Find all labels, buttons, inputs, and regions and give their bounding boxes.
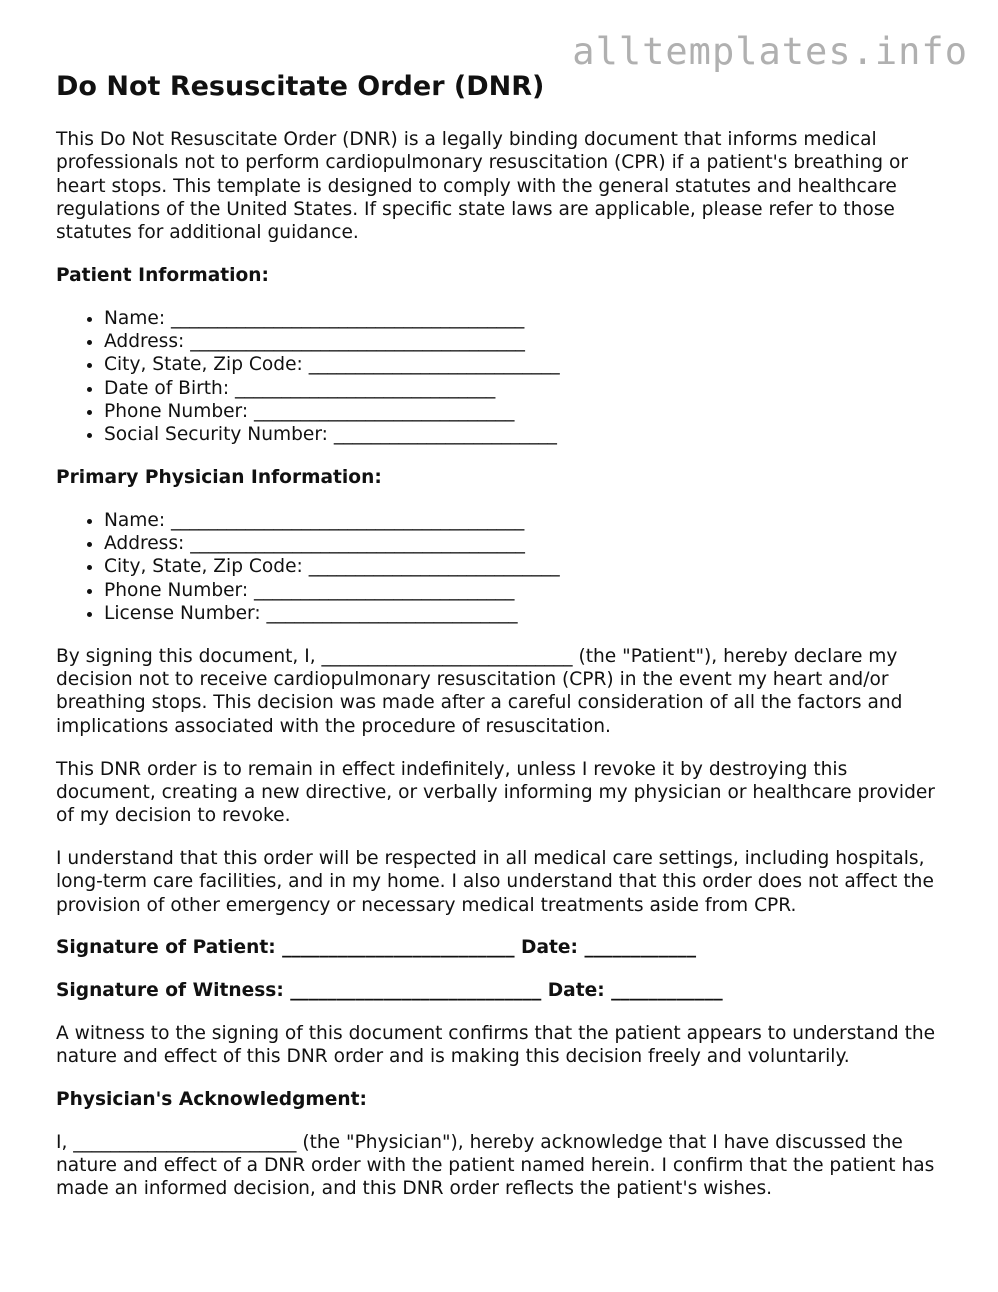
patient-info-list bbox=[56, 307, 946, 447]
patient-dob-field: • Date of Birth: ____________________________ bbox=[104, 377, 946, 400]
physician-acknowledgment-paragraph: I, ________________________ (the "Physician"), hereby acknowledge that I have discussed the nature and effect of a DNR order with the patient named herein. I confirm that the patient has made an informed decision, and this DNR order reflects the patient's wishes. bbox=[56, 1131, 935, 1200]
document-title: Do Not Resuscitate Order (DNR) bbox=[56, 71, 545, 102]
witness-note-paragraph: A witness to the signing of this document confirms that the patient appears to understand the nature and effect of this DNR order and is making this decision freely and voluntarily. bbox=[56, 1022, 936, 1068]
patient-info-heading: Patient Information: bbox=[56, 264, 269, 286]
physician-name-field: • Name: ______________________________________ bbox=[104, 509, 946, 532]
witness-signature-line: Signature of Witness: ___________________________ Date: ____________ bbox=[56, 980, 723, 1002]
declaration-paragraph: By signing this document, I, ___________________________ (the "Patient"), hereby declare my decision not to receive cardiopulmonary resuscitation (CPR) in the event my heart and/or breathing stops. This decision was made after a careful consideration of all the factors and implications associated with the procedure of resuscitation. bbox=[56, 645, 903, 737]
understanding-paragraph: I understand that this order will be respected in all medical care settings, including hospitals, long-term care facilities, and in my home. I also understand that this order does not affect the provision of other emergency or necessary medical treatments aside from CPR. bbox=[56, 847, 934, 916]
patient-city-state-zip-field: • City, State, Zip Code: ___________________________ bbox=[104, 353, 946, 376]
physician-info-heading: Primary Physician Information: bbox=[56, 467, 382, 489]
physician-acknowledgment-heading: Physician's Acknowledgment: bbox=[56, 1089, 367, 1110]
patient-name-field: • Name: ______________________________________ bbox=[104, 307, 946, 330]
physician-info-list bbox=[56, 509, 946, 625]
patient-ssn-field: • Social Security Number: ________________________ bbox=[104, 423, 946, 446]
patient-address-field: • Address: ____________________________________ bbox=[104, 330, 946, 353]
watermark: alltemplates.info bbox=[572, 30, 968, 73]
physician-city-state-zip-field: • City, State, Zip Code: ___________________________ bbox=[104, 555, 946, 578]
effect-paragraph: This DNR order is to remain in effect indefinitely, unless I revoke it by destroying this document, creating a new directive, or verbally informing my physician or healthcare provider of my decision to revoke. bbox=[56, 758, 935, 827]
physician-license-field: • License Number: ___________________________ bbox=[104, 602, 946, 625]
physician-address-field: • Address: ____________________________________ bbox=[104, 532, 946, 555]
intro-paragraph: This Do Not Resuscitate Order (DNR) is a legally binding document that informs medical professionals not to perform cardiopulmonary resuscitation (CPR) if a patient's breathing or heart stops. This template is designed to comply with the general statutes and healthcare regulations of the United States. If specific state laws are applicable, please refer to those statutes for additional guidance. bbox=[56, 129, 909, 244]
patient-signature-line: Signature of Patient: _________________________ Date: ____________ bbox=[56, 937, 697, 959]
physician-phone-field: • Phone Number: ____________________________ bbox=[104, 579, 946, 602]
document-page bbox=[56, 70, 946, 1220]
patient-phone-field: • Phone Number: ____________________________ bbox=[104, 400, 946, 423]
